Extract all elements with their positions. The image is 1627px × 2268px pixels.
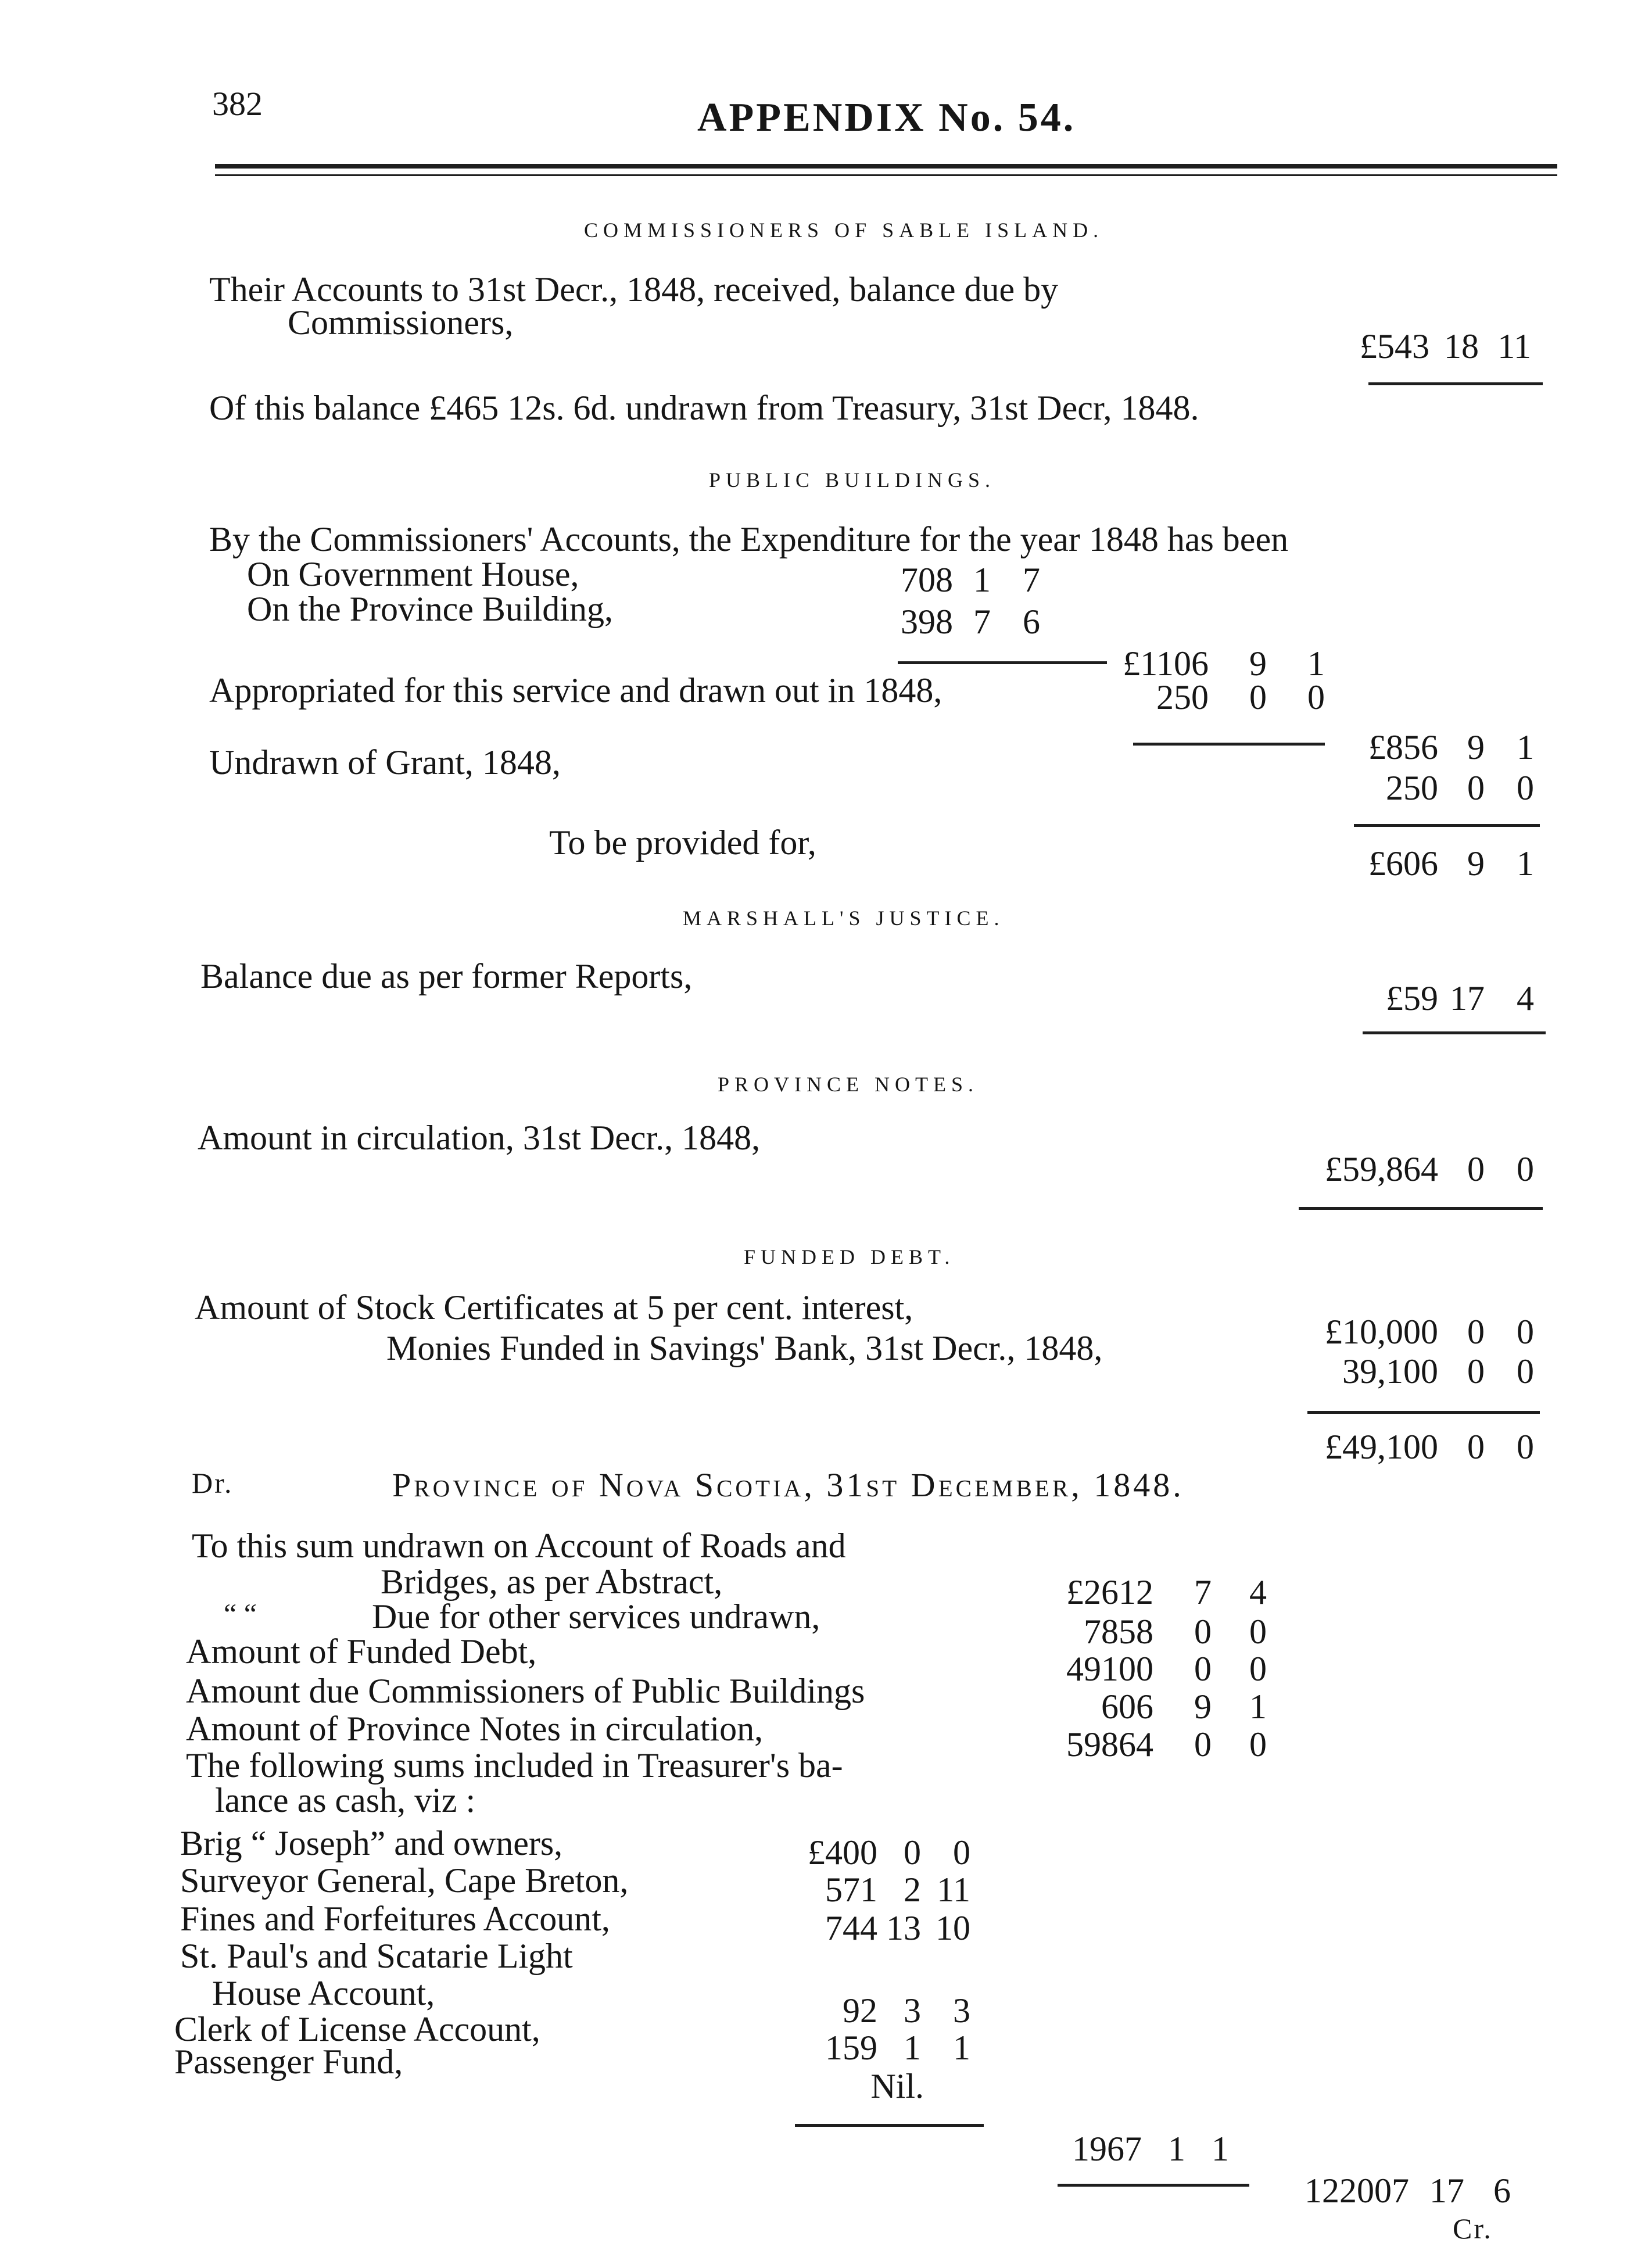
nova-circ-pence: 0 <box>1249 1725 1267 1764</box>
item-shillings: 13 <box>886 1909 921 1947</box>
notes-label: Amount in circulation, 31st Decr., 1848, <box>198 1119 761 1157</box>
sable-line-2: Commissioners, <box>288 303 514 342</box>
item-shillings: 3 <box>904 1991 921 2030</box>
nova-following-line-1: The following sums included in Treasurer's ba- <box>186 1746 843 1785</box>
notes-pence: 0 <box>1517 1150 1534 1188</box>
nova-ditto-marks: “ “ <box>224 1597 257 1630</box>
header-rule <box>215 164 1557 169</box>
funded-total-pence: 0 <box>1517 1428 1534 1466</box>
nova-roads-pence: 4 <box>1249 1573 1267 1611</box>
nova-roads-shillings: 7 <box>1194 1573 1212 1611</box>
section-heading-buildings: PUBLIC BUILDINGS. <box>709 468 996 492</box>
buildings-undrawn-pence: 0 <box>1517 769 1534 807</box>
buildings-undrawn-pounds: 250 <box>1386 769 1438 807</box>
buildings-row-pence: 6 <box>1023 603 1040 641</box>
nova-following-line-2: lance as cash, viz : <box>215 1781 476 1819</box>
item-pence: 10 <box>936 1909 970 1947</box>
nova-debt-pounds: 49100 <box>1066 1650 1153 1688</box>
funded-row2-label: Monies Funded in Savings' Bank, 31st Decr., 1848, <box>386 1329 1103 1367</box>
item-pence: 1 <box>953 2029 970 2067</box>
nova-roads-line-1: To this sum undrawn on Account of Roads and <box>192 1527 846 1565</box>
buildings-net-pounds: £856 <box>1368 728 1438 766</box>
nova-commrs-pence: 1 <box>1249 1687 1267 1726</box>
buildings-subtotal-shillings: 9 <box>1249 644 1267 683</box>
notes-pounds: £59,864 <box>1325 1150 1438 1188</box>
buildings-provided-label: To be provided for, <box>549 823 816 862</box>
item-label: Surveyor General, Cape Breton, <box>180 1861 629 1900</box>
nova-other-pence: 0 <box>1249 1613 1267 1651</box>
notes-shillings: 0 <box>1467 1150 1485 1188</box>
item-label: St. Paul's and Scatarie Light <box>180 1937 573 1975</box>
item-pounds: 571 <box>825 1871 877 1909</box>
funded-row1-pence: 0 <box>1517 1313 1534 1351</box>
nova-debt-shillings: 0 <box>1194 1650 1212 1688</box>
nova-heading: Province of Nova Scotia, 31st December, 1848. <box>392 1466 1184 1504</box>
nova-commrs-shillings: 9 <box>1194 1687 1212 1726</box>
buildings-undrawn-label: Undrawn of Grant, 1848, <box>209 743 561 782</box>
items-sum-pounds: 1967 <box>1072 2130 1142 2168</box>
item-pence: 3 <box>953 1991 970 2030</box>
nova-debt-label: Amount of Funded Debt, <box>186 1632 537 1671</box>
funded-row2-shillings: 0 <box>1467 1352 1485 1391</box>
funded-row2-pence: 0 <box>1517 1352 1534 1391</box>
buildings-provided-pence: 1 <box>1517 844 1534 883</box>
notes-rule <box>1299 1207 1543 1210</box>
marshall-label: Balance due as per former Reports, <box>200 957 693 995</box>
item-nil: Nil. <box>870 2067 924 2105</box>
nova-commrs-label: Amount due Commissioners of Public Buildings <box>186 1672 865 1710</box>
item-pounds: £400 <box>808 1833 877 1872</box>
buildings-row-shillings: 7 <box>973 603 991 641</box>
buildings-provided-shillings: 9 <box>1467 844 1485 883</box>
buildings-net-shillings: 9 <box>1467 728 1485 766</box>
item-shillings: 0 <box>904 1833 921 1872</box>
section-heading-notes: PROVINCE NOTES. <box>718 1073 979 1096</box>
item-pounds: 92 <box>843 1991 877 2030</box>
page-number: 382 <box>212 85 263 123</box>
funded-rule <box>1307 1411 1540 1414</box>
section-heading-sable: COMMISSIONERS OF SABLE ISLAND. <box>584 218 1104 242</box>
buildings-appropriated-label: Appropriated for this service and drawn out in 1848, <box>209 671 942 710</box>
sable-line-1: Their Accounts to 31st Decr., 1848, received, balance due by <box>209 270 1059 309</box>
marshall-pounds: £59 <box>1386 979 1438 1017</box>
item-pence: 11 <box>937 1871 970 1909</box>
buildings-intro: By the Commissioners' Accounts, the Expenditure for the year 1848 has been <box>209 520 1289 558</box>
sable-rule <box>1368 382 1543 385</box>
funded-row1-pounds: £10,000 <box>1325 1313 1438 1351</box>
funded-row1-shillings: 0 <box>1467 1313 1485 1351</box>
grand-total-shillings: 17 <box>1429 2172 1464 2210</box>
items-sum-shillings: 1 <box>1168 2130 1185 2168</box>
buildings-rule-2 <box>1133 743 1325 746</box>
funded-total-shillings: 0 <box>1467 1428 1485 1466</box>
nova-circ-shillings: 0 <box>1194 1725 1212 1764</box>
page-title: APPENDIX No. 54. <box>697 95 1076 140</box>
nova-commrs-pounds: 606 <box>1101 1687 1153 1726</box>
item-pounds: 744 <box>825 1909 877 1947</box>
nova-circ-pounds: 59864 <box>1066 1725 1153 1764</box>
item-label: Brig “ Joseph” and owners, <box>180 1824 563 1862</box>
buildings-appropriated-pence: 0 <box>1307 678 1325 716</box>
nova-other-shillings: 0 <box>1194 1613 1212 1651</box>
buildings-appropriated-pounds: 250 <box>1156 678 1209 716</box>
buildings-subtotal-pounds: £1106 <box>1123 644 1209 683</box>
buildings-undrawn-shillings: 0 <box>1467 769 1485 807</box>
grand-total-pounds: 122007 <box>1305 2172 1409 2210</box>
buildings-net-pence: 1 <box>1517 728 1534 766</box>
item-label: Passenger Fund, <box>174 2043 403 2081</box>
item-label: House Account, <box>212 1974 435 2012</box>
buildings-rule-3 <box>1354 824 1540 827</box>
buildings-row-shillings: 1 <box>973 561 991 599</box>
marshall-pence: 4 <box>1517 979 1534 1017</box>
section-heading-funded: FUNDED DEBT. <box>744 1245 955 1269</box>
item-label: Clerk of License Account, <box>174 2010 540 2048</box>
item-label: Fines and Forfeitures Account, <box>180 1900 610 1938</box>
marshall-rule <box>1363 1031 1546 1034</box>
grand-total-pence: 6 <box>1493 2172 1511 2210</box>
buildings-subtotal-pence: 1 <box>1307 644 1325 683</box>
buildings-row-pence: 7 <box>1023 561 1040 599</box>
buildings-rule-1 <box>898 661 1107 664</box>
nova-dr: Dr. <box>192 1467 234 1499</box>
items-sum-pence: 1 <box>1212 2130 1229 2168</box>
nova-debt-pence: 0 <box>1249 1650 1267 1688</box>
nova-roads-line-2: Bridges, as per Abstract, <box>381 1563 723 1601</box>
buildings-row-pounds: 398 <box>901 603 953 641</box>
nova-other-label: Due for other services undrawn, <box>372 1597 820 1636</box>
items-rule <box>795 2124 984 2127</box>
sable-shillings: 18 <box>1444 327 1479 366</box>
funded-total-pounds: £49,100 <box>1325 1428 1438 1466</box>
funded-row1-label: Amount of Stock Certificates at 5 per cent. interest, <box>195 1288 913 1327</box>
grand-rule <box>1058 2184 1249 2187</box>
funded-row2-pounds: 39,100 <box>1342 1352 1438 1391</box>
nova-circ-label: Amount of Province Notes in circulation, <box>186 1710 764 1748</box>
buildings-row-label: On the Province Building, <box>247 590 613 628</box>
item-pounds: 159 <box>825 2029 877 2067</box>
sable-pounds: £543 <box>1360 327 1429 366</box>
section-heading-marshall: MARSHALL'S JUSTICE. <box>683 907 1005 930</box>
item-shillings: 1 <box>904 2029 921 2067</box>
header-rule-thin <box>215 174 1557 176</box>
buildings-appropriated-shillings: 0 <box>1249 678 1267 716</box>
buildings-provided-pounds: £606 <box>1368 844 1438 883</box>
marshall-shillings: 17 <box>1450 979 1485 1017</box>
nova-cr: Cr. <box>1453 2212 1493 2245</box>
buildings-row-label: On Government House, <box>247 555 579 593</box>
nova-other-pounds: 7858 <box>1084 1613 1153 1651</box>
sable-note: Of this balance £465 12s. 6d. undrawn from Treasury, 31st Decr, 1848. <box>209 389 1199 427</box>
nova-roads-pounds: £2612 <box>1066 1573 1153 1611</box>
item-shillings: 2 <box>904 1871 921 1909</box>
buildings-row-pounds: 708 <box>901 561 953 599</box>
item-pence: 0 <box>953 1833 970 1872</box>
sable-pence: 11 <box>1497 327 1531 366</box>
